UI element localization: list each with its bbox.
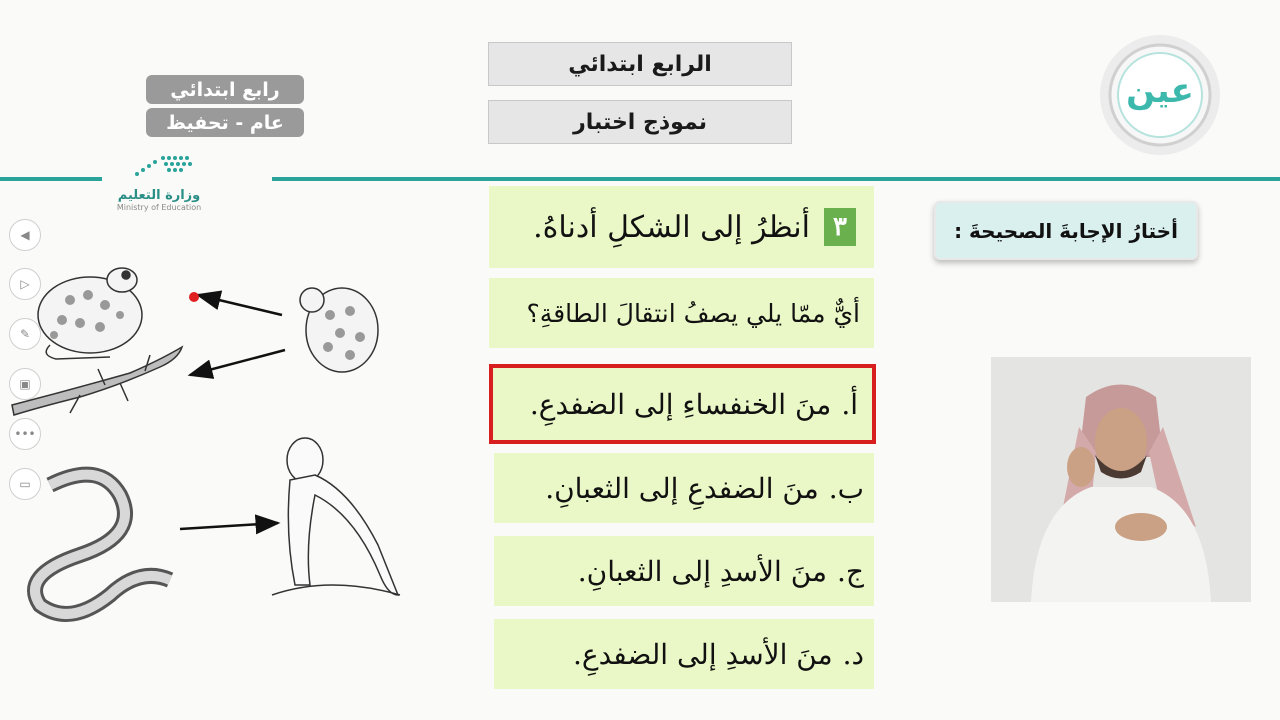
option-a[interactable] [489, 364, 876, 444]
grade-badge: رابع ابتدائي [146, 75, 304, 104]
question-prompt: أنظرُ إلى الشكلِ أدناهُ. [533, 209, 810, 245]
ministry-name-ar: وزارة التعليم [117, 188, 201, 203]
ladybug-illustration [300, 288, 378, 372]
test-title-box [488, 100, 792, 144]
divider-left [0, 177, 102, 181]
option-letter: ب. [828, 471, 864, 505]
question-subprompt-panel [489, 278, 874, 348]
pen-icon: ✎ [19, 327, 31, 341]
option-d[interactable] [494, 619, 874, 689]
toolbar-back-button[interactable] [9, 219, 41, 251]
track-badge: عام - تحفيظ [146, 108, 304, 137]
ein-logo-text: عين [1126, 71, 1194, 111]
frog-illustration [38, 268, 142, 359]
question-header-panel [489, 186, 874, 268]
cougar-illustration [272, 438, 400, 595]
option-c[interactable] [494, 536, 874, 606]
snake-illustration [35, 475, 170, 614]
arrow-ladybug-to-lizard [190, 350, 285, 375]
grade-title-box [488, 42, 792, 86]
option-text: منَ الأسدِ إلى الضفدعِ. [572, 637, 833, 671]
arrow-ladybug-to-frog [198, 295, 282, 315]
divider-right [272, 177, 1280, 181]
ein-logo [1098, 33, 1222, 157]
presenter-silhouette-icon [991, 357, 1251, 602]
pointer-dot [189, 292, 199, 302]
option-text: منَ الخنفساءِ إلى الضفدعِ. [529, 387, 832, 421]
option-letter: ج. [837, 554, 864, 588]
option-b[interactable] [494, 453, 874, 523]
ministry-name-en: Ministry of Education [116, 203, 202, 212]
more-icon: ••• [14, 427, 36, 441]
grade-title: الرابع ابتدائي [568, 51, 712, 77]
presenter-video [991, 357, 1251, 602]
arrow-snake-to-cougar [180, 523, 278, 529]
ministry-emblem-icon [111, 152, 207, 184]
play-icon: ▷ [20, 277, 30, 291]
option-text: منَ الضفدعِ إلى الثعبانِ. [545, 471, 819, 505]
option-letter: أ. [841, 387, 858, 421]
instruction-label: أختارُ الإجابةَ الصحيحةَ : [934, 201, 1198, 260]
option-letter: د. [842, 637, 864, 671]
food-chain-figure [10, 255, 410, 635]
test-title: نموذج اختبار [573, 109, 707, 135]
image-icon: ▣ [19, 377, 31, 391]
presentation-icon: ▭ [19, 477, 31, 491]
question-number: ٣ [824, 208, 856, 246]
chevron-left-icon: ◀ [20, 228, 30, 242]
option-text: منَ الأسدِ إلى الثعبانِ. [577, 554, 828, 588]
question-subprompt: أيٌّ ممّا يلي يصفُ انتقالَ الطاقةِ؟ [526, 298, 860, 328]
ministry-logo [104, 152, 214, 224]
